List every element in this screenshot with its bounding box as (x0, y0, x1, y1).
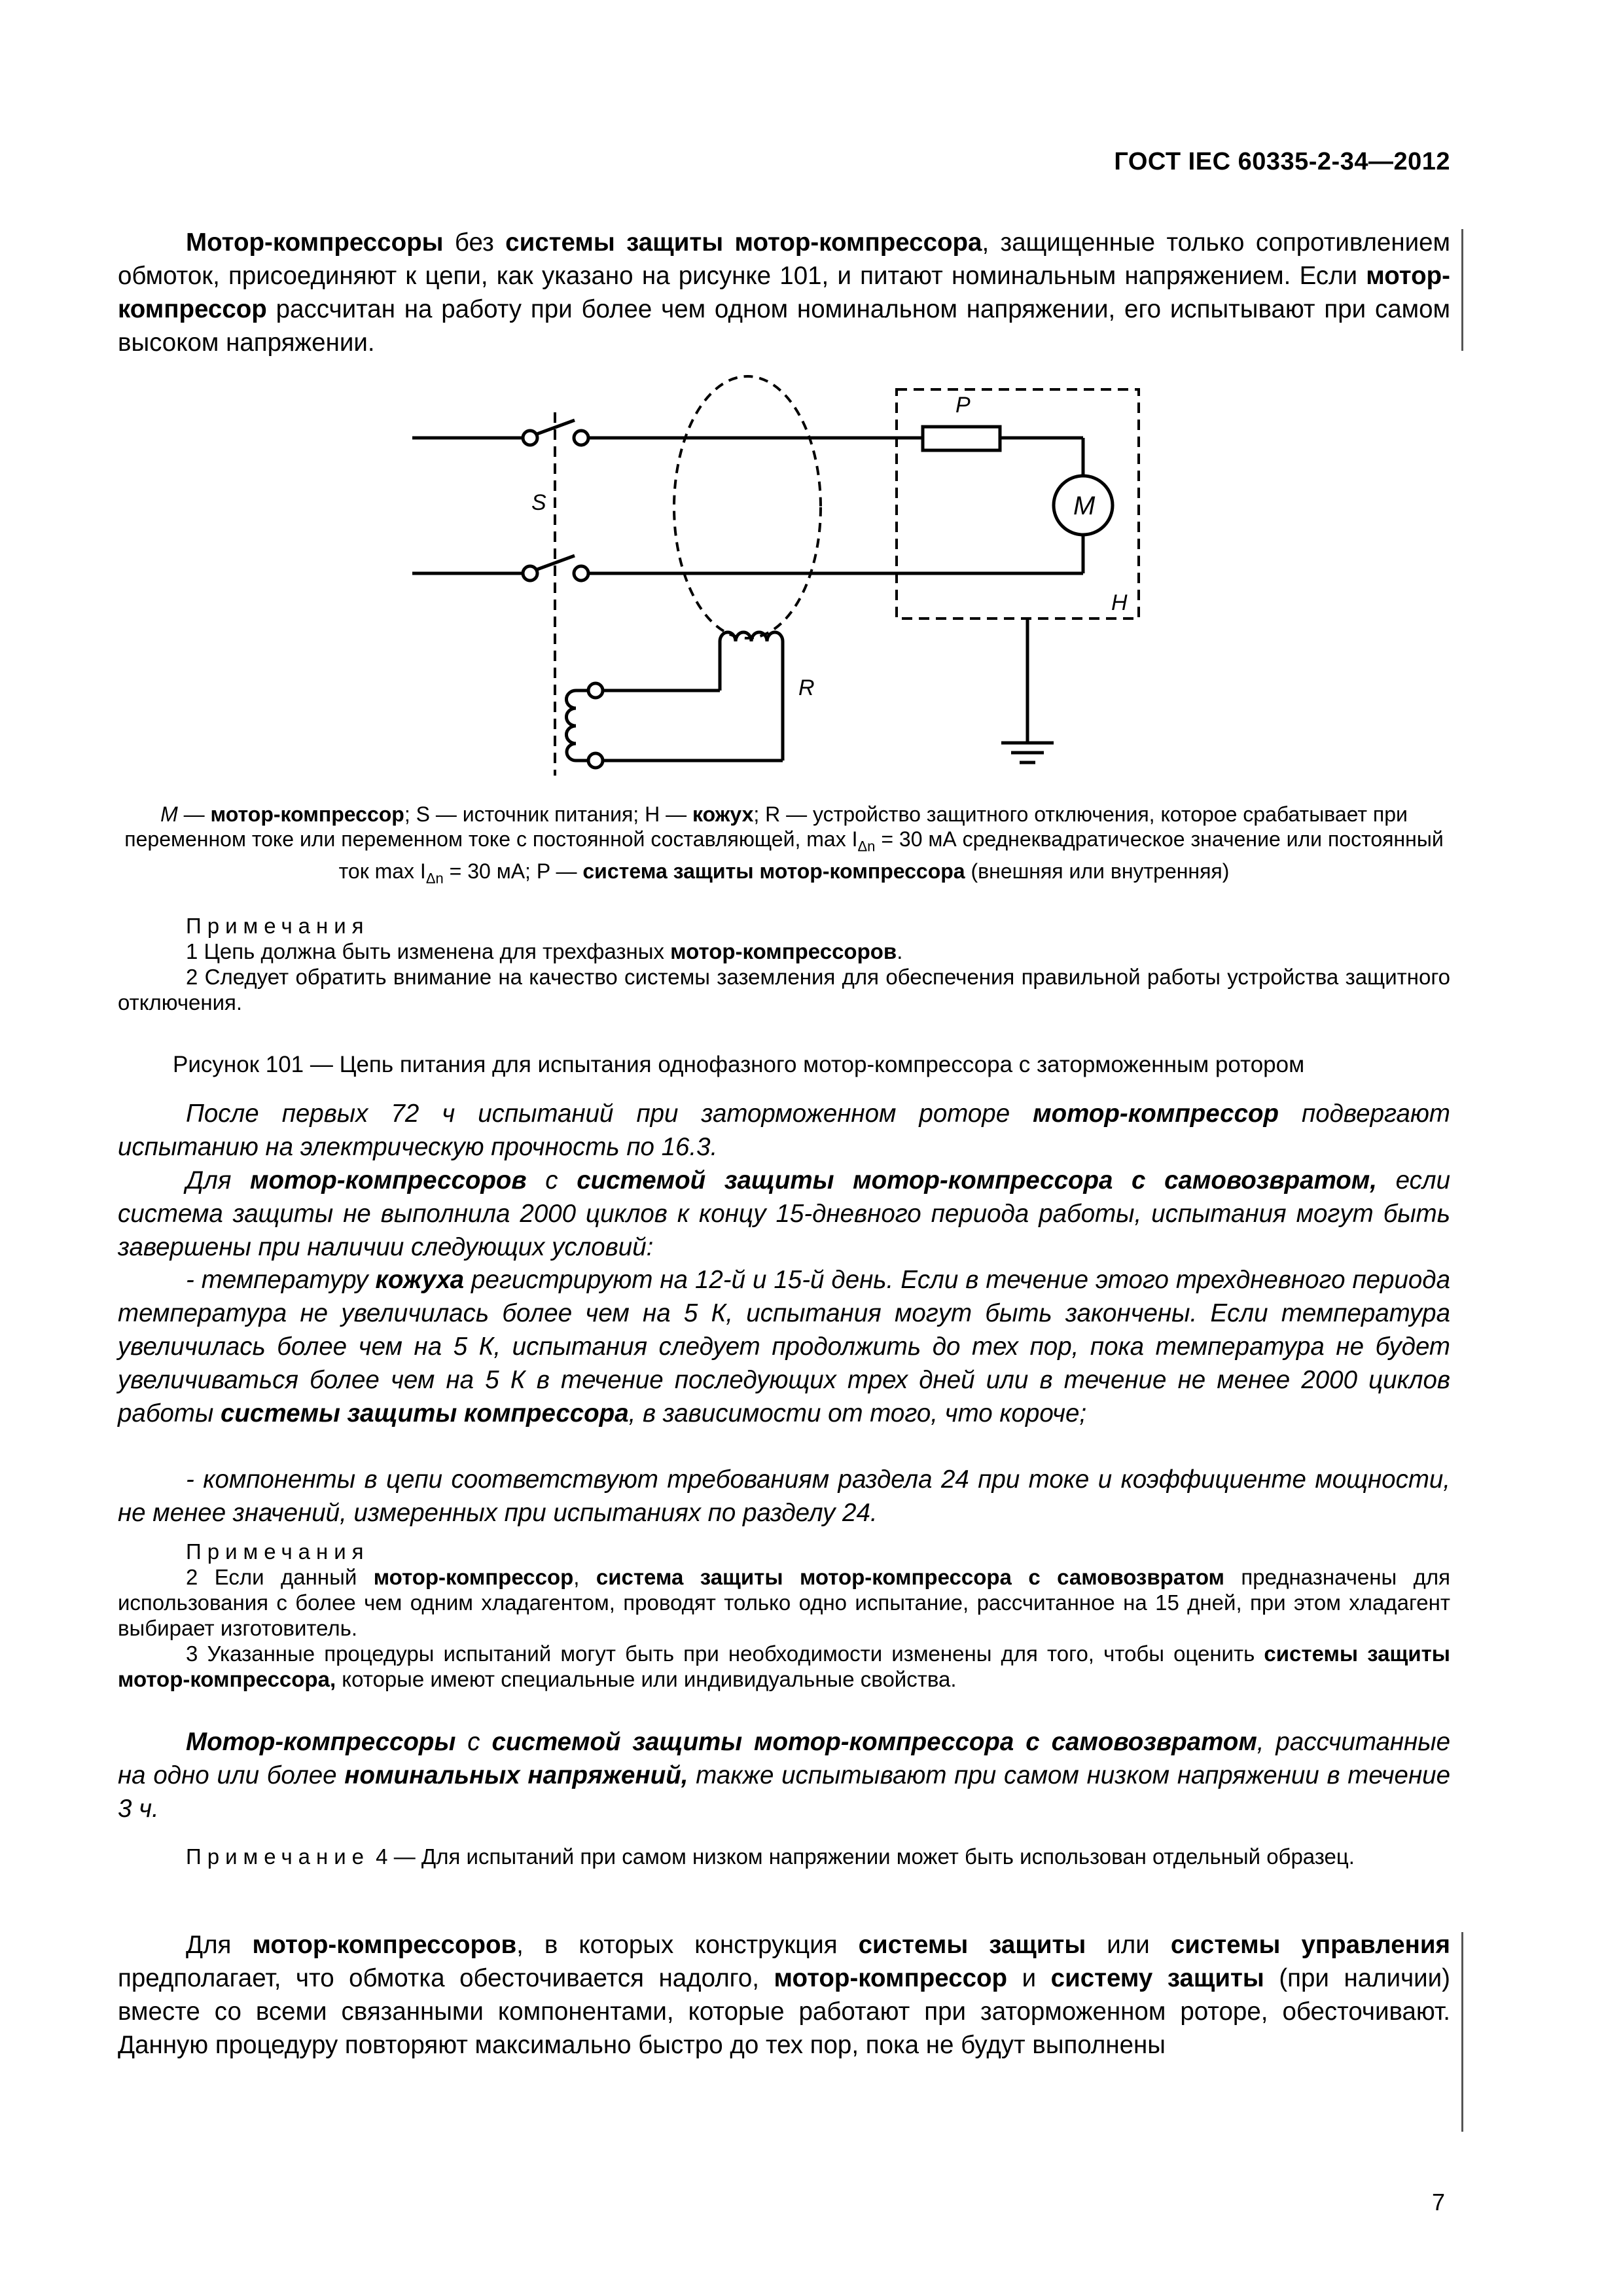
notes-heading: Примечания (186, 914, 370, 938)
label-m: M (1073, 492, 1096, 520)
text: 1 Цепь должна быть изменена для трехфазных (186, 939, 671, 963)
figure-caption: Рисунок 101 — Цепь питания для испытания однофазного мотор-компрессора с заторможенным ротором (173, 1052, 1305, 1077)
text: , в которых конструкция (516, 1931, 859, 1959)
text: - температуру (186, 1266, 376, 1294)
term: системы защиты компрессора (221, 1399, 629, 1427)
text: После первых 72 ч испытаний при заторможенном роторе (186, 1100, 1033, 1128)
text: (внешняя или внутренняя) (965, 859, 1230, 884)
text: если система защиты не выполнила 2000 циклов к концу 15-дневного периода работы, испытания могут быть завершены при наличии следующих условий: (118, 1166, 1450, 1261)
label-s: S (531, 490, 546, 515)
term: номинальных напряжений, (344, 1761, 688, 1789)
text: ; S — источник питания; H — (404, 802, 692, 826)
term: систему защиты (1050, 1964, 1264, 1992)
text: 2 Если данный (186, 1565, 374, 1589)
paragraph-components: - компоненты в цепи соответствуют требованиям раздела 24 при токе и коэффициенте мощности, не менее значений, измеренных при испытаниях по разделу 24. (118, 1465, 1450, 1527)
subscript: Δn (425, 870, 444, 887)
term: мотор-компрессор (1033, 1100, 1279, 1128)
text: и (1007, 1964, 1051, 1992)
text: = 30 мА; P — (443, 859, 583, 884)
text: регистрируют на 12-й и 15-й день. Если в течение этого трехдневного периода температура не увеличилась более чем на 5 К, испытания могут быть закончены. Если температура увеличилась более чем на 5 К, испытания следует продолжить до тех пор, пока температура не будет увеличиваться более чем на 5 К в течение последующих трех дней или в течение не менее 2000 циклов работы (118, 1266, 1450, 1427)
note-3 (118, 1641, 1450, 1692)
term: система защиты мотор-компрессора (582, 859, 965, 884)
term: система защиты мотор-компрессора с самовозвратом (596, 1565, 1224, 1589)
term: мотор-компрессоров (252, 1931, 517, 1959)
term: Мотор-компрессоры (186, 228, 444, 257)
text: , (573, 1565, 596, 1589)
label-h: H (1111, 590, 1128, 615)
term: кожуха (375, 1266, 465, 1294)
text: с (526, 1166, 577, 1194)
term: системы защиты мотор-компрессора, (118, 1641, 1450, 1691)
text: которые имеют специальные или индивидуальные свойства. (336, 1667, 957, 1691)
notes-heading: Примечания (186, 1539, 370, 1564)
text: предполагает, что обмотка обесточивается надолго, (118, 1964, 774, 1992)
note-1 (118, 939, 1450, 964)
label-r: R (798, 675, 815, 700)
paragraph-dielectric (118, 1097, 1450, 1164)
text: , защищенные только сопротивлением обмоток, присоединяют к цепи, как указано на рисунке 101, и питают номинальным напряжением. Если (118, 228, 1450, 290)
text: (при наличии) вместе со всеми связанными компонентами, которые работают при заторможенном роторе, обесточивают. Данную процедуру повторяют максимально быстро до тех пор, пока не будут выполнены (118, 1964, 1450, 2059)
text: Для (186, 1166, 251, 1194)
text: 3 Указанные процедуры испытаний могут быть при необходимости изменены для того, чтобы оценить (186, 1641, 1264, 1666)
revision-bar-top (1461, 229, 1463, 351)
circuit-diagram (393, 373, 1178, 779)
term: Мотор-компрессоры (186, 1728, 456, 1756)
term: мотор-компрессоров (670, 939, 897, 963)
paragraph-de-energize (118, 1928, 1450, 2062)
text: предназначены для использования с более чем одним хладагентом, проводят только одно испытание, рассчитанное на 15 дней, при этом хладагент выбирает изготовитель. (118, 1565, 1451, 1640)
notes-block-1 (118, 913, 1450, 1015)
notes-block-2 (118, 1539, 1450, 1692)
page-number: 7 (1431, 2189, 1445, 2215)
term: системой защиты мотор-компрессора с самовозвратом (491, 1728, 1257, 1756)
text: ; R — устройство защитного отключения, которое срабатывает при переменном токе или переменном токе с постоянной составляющей, max I (124, 802, 1408, 851)
paragraph-temperature (118, 1263, 1450, 1430)
text: = 30 мА среднеквадратическое значение или постоянный ток max I (338, 827, 1444, 884)
text: , рассчитанные на одно или более (118, 1728, 1450, 1789)
note-4 (118, 1844, 1450, 1869)
label-p: P (955, 393, 971, 418)
text: или (1086, 1931, 1171, 1959)
text: — (177, 802, 211, 826)
paragraph-intro (118, 226, 1450, 359)
paragraph-self-reset (118, 1164, 1450, 1264)
text: рассчитан на работу при более чем одном номинальном напряжении, его испытывают при самом высоком напряжении. (118, 295, 1450, 357)
text: также испытывают при самом низком напряжении в течение 3 ч. (118, 1761, 1450, 1823)
term: системой защиты мотор-компрессора с самовозвратом, (577, 1166, 1377, 1194)
term: мотор-компрессор (118, 262, 1450, 323)
figure-legend (118, 802, 1450, 891)
term: мотор-компрессор (774, 1964, 1008, 1992)
text: , в зависимости от того, что короче; (628, 1399, 1087, 1427)
text: Для (186, 1931, 253, 1959)
note-label: Примечание (186, 1844, 370, 1869)
term: мотор-компрессоров (250, 1166, 527, 1194)
text: подвергают испытанию на электрическую прочность по 16.3. (118, 1100, 1450, 1161)
text: M (160, 802, 178, 826)
subscript: Δn (857, 838, 876, 855)
text: . (897, 939, 903, 963)
text: с (455, 1728, 492, 1756)
term: мотор-компрессор (373, 1565, 574, 1589)
term: системы управления (1170, 1931, 1450, 1959)
paragraph-low-voltage (118, 1725, 1450, 1825)
revision-bar-bottom (1461, 1932, 1463, 2132)
term: системы защиты мотор-компрессора (505, 228, 982, 257)
note-2: 2 Следует обратить внимание на качество системы заземления для обеспечения правильной работы устройства защитного отключения. (118, 965, 1450, 1014)
text: без (443, 228, 506, 257)
text: 4 — Для испытаний при самом низком напряжении может быть использован отдельный образец. (370, 1844, 1355, 1869)
document-standard-number: ГОСТ IEC 60335-2-34—2012 (1114, 148, 1450, 175)
term: системы защиты (858, 1931, 1086, 1959)
term: кожух (692, 802, 754, 826)
note-2 (118, 1564, 1450, 1641)
term: мотор-компрессор (210, 802, 404, 826)
